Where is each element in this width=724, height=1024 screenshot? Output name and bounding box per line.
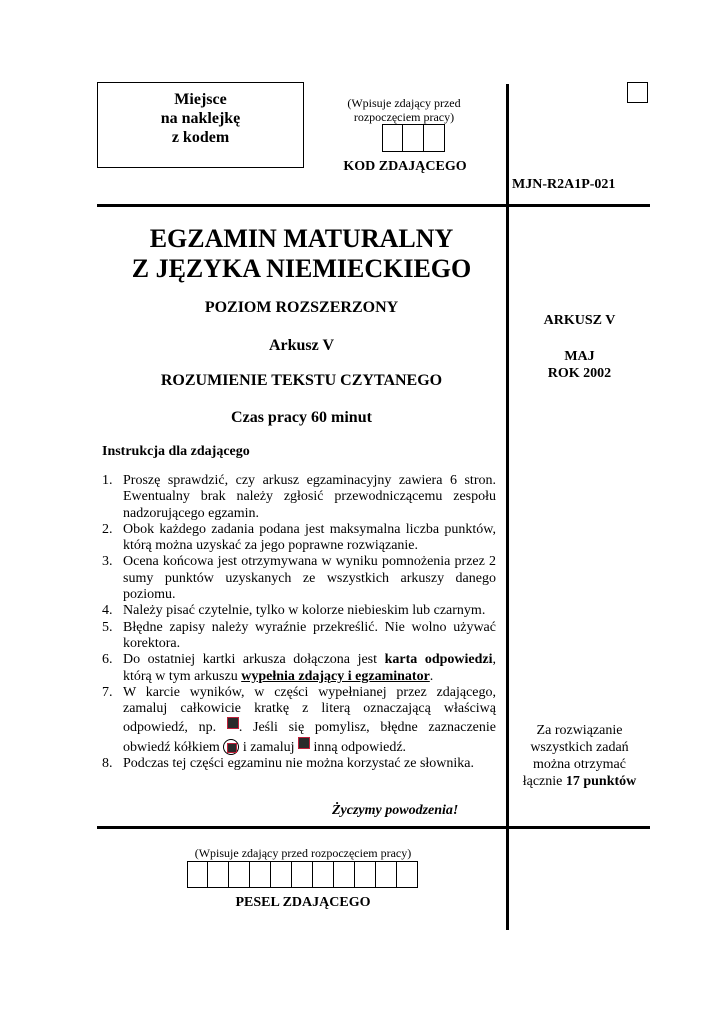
level: POZIOM ROZSZERZONY: [204, 299, 399, 316]
sidebar-month: MAJ: [564, 349, 595, 364]
pesel-label: PESEL ZDAJĄCEGO: [235, 895, 371, 910]
pesel-cell[interactable]: [355, 861, 376, 888]
sidebar-year: ROK 2002: [547, 366, 612, 381]
fill-in-term: wypełnia zdający i egzaminator: [241, 668, 430, 684]
filled-square-icon: [298, 737, 310, 749]
instruction-item: 2. Obok każdego zadania podana jest maksymalna liczba punktów, którą można uzyskać za jego poprawne rozwiązanie.: [102, 521, 496, 554]
pesel-cell[interactable]: [271, 861, 292, 888]
title-line-2: Z JĘZYKA NIEMIECKIEGO: [131, 254, 472, 283]
top-divider: [97, 204, 650, 207]
pesel-cell[interactable]: [229, 861, 250, 888]
answer-card-term: karta odpowiedzi: [384, 652, 493, 668]
instruction-item: 1. Proszę sprawdzić, czy arkusz egzaminacyjny zawiera 6 stron. Ewentualny brak należy zgłosić przewodniczącemu zespołu nadzorującego egzamin.: [102, 473, 496, 521]
sidebar-sheet: ARKUSZ V: [543, 313, 616, 328]
instructions-list: [102, 473, 496, 772]
filled-square-icon: [227, 717, 239, 729]
section-title: ROZUMIENIE TEKSTU CZYTANEGO: [160, 372, 443, 389]
sticker-box: [97, 82, 304, 168]
instruction-item: 3. Ocena końcowa jest otrzymywana w wyniku pomnożenia przez 2 sumy punktów uzyskanych ze wszystkich arkuszy danego poziomu.: [102, 554, 496, 603]
pesel-cell[interactable]: [250, 861, 271, 888]
points-total: 17 punktów: [565, 774, 637, 789]
bottom-divider: [97, 826, 650, 829]
instructions-heading: Instrukcja dla zdającego: [102, 444, 250, 459]
pesel-cell[interactable]: [187, 861, 208, 888]
exam-code: MJN-R2A1P-021: [512, 177, 616, 192]
sidebar-points: Za rozwiązanie wszystkich zadań można otrzymać łącznie 17 punktów: [522, 723, 637, 789]
pesel-input-cells[interactable]: [187, 861, 418, 888]
code-input-cells[interactable]: [382, 124, 445, 152]
pesel-cell[interactable]: [292, 861, 313, 888]
code-field-label: KOD ZDAJĄCEGO: [343, 159, 467, 174]
pesel-cell[interactable]: [397, 861, 418, 888]
code-cell[interactable]: [382, 124, 403, 152]
good-luck: Życzymy powodzenia!: [332, 803, 459, 818]
circled-square-icon: [223, 739, 239, 755]
sticker-line-1: Miejsce: [174, 91, 227, 108]
code-cell[interactable]: [403, 124, 424, 152]
sticker-line-3: z kodem: [171, 129, 230, 146]
code-note-line-2: rozpoczęciem pracy): [353, 110, 455, 124]
title-line-1: EGZAMIN MATURALNY: [149, 224, 454, 253]
time-limit: Czas pracy 60 minut: [231, 409, 372, 426]
pesel-note: (Wpisuje zdający przed rozpoczęciem pracy): [194, 846, 412, 860]
sticker-line-2: na naklejkę: [160, 110, 241, 127]
pesel-cell[interactable]: [334, 861, 355, 888]
instruction-item: 7. W karcie wyników, w części wypełnianej przez zdającego, zamaluj całkowicie kratkę z literą oznaczającą właściwą odpowiedź, np. . Jeśli się pomylisz, błędne zaznaczenie obwiedź kółkiem i zamaluj inną odpowiedź.: [102, 684, 496, 755]
instruction-item: 8. Podczas tej części egzaminu nie można korzystać ze słownika.: [102, 756, 475, 772]
vertical-divider: [506, 84, 509, 930]
exam-title: [97, 224, 506, 284]
instruction-item: 5. Błędne zapisy należy wyraźnie przekreślić. Nie wolno używać korektora.: [102, 619, 496, 651]
pesel-cell[interactable]: [313, 861, 334, 888]
sheet-name: Arkusz V: [268, 337, 335, 354]
pesel-cell[interactable]: [376, 861, 397, 888]
code-field-note: [320, 96, 488, 124]
instruction-item: 4. Należy pisać czytelnie, tylko w kolorze niebieskim lub czarnym.: [102, 603, 486, 619]
corner-check-box[interactable]: [627, 82, 648, 103]
code-cell[interactable]: [424, 124, 445, 152]
pesel-cell[interactable]: [208, 861, 229, 888]
code-note-line-1: (Wpisuje zdający przed: [347, 96, 461, 110]
instruction-item: 6. Do ostatniej kartki arkusza dołączona jest karta odpowiedzi, którą w tym arkuszu wypełnia zdający i egzaminator.: [102, 652, 497, 684]
